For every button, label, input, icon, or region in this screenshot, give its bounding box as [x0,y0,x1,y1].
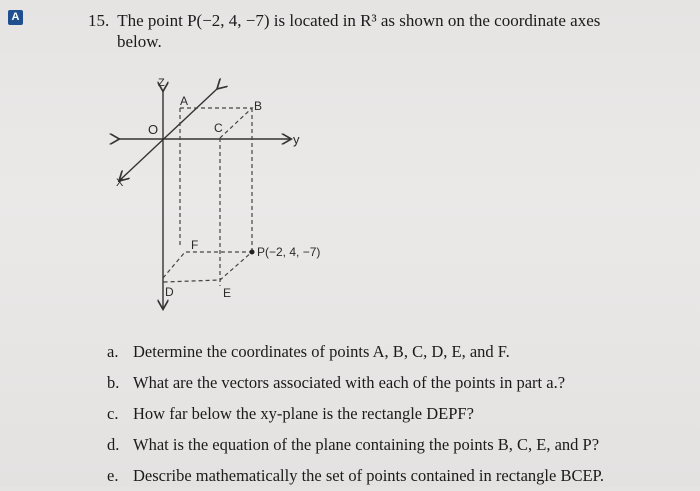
problem-badge: A [8,10,23,25]
question-item [107,429,604,460]
point-p-label: P(−2, 4, −7) [257,245,321,259]
question-letter: e. [107,466,119,485]
point-a-label: A [180,94,189,108]
origin-label: O [148,122,159,137]
question-item [107,460,604,491]
question-text: Determine the coordinates of points A, B, C, D, E, and F. [133,342,510,361]
question-text: Describe mathematically the set of points contained in rectangle BCEP. [133,466,605,485]
point-e-label: E [223,286,232,300]
y-axis-label: y [293,132,300,147]
problem-statement [88,10,678,52]
question-letter: c. [107,404,119,423]
point-f-label: F [191,238,199,252]
x-axis [120,88,218,180]
coordinate-diagram [100,68,360,318]
point-c-label: C [214,121,223,135]
point-d-label: D [165,285,174,299]
question-letter: a. [107,342,119,361]
problem-text-line1: The point P(−2, 4, −7) is located in R³ as shown on the coordinate axes [117,11,601,30]
point-p [250,250,255,255]
x-axis-label: X [116,177,124,189]
question-text: What are the vectors associated with each of the points in part a.? [133,373,566,392]
point-b-label: B [254,99,263,113]
question-item [107,367,604,398]
question-text: How far below the xy-plane is the rectangle DEPF? [133,404,474,423]
question-item [107,336,604,367]
question-letter: d. [107,435,120,454]
z-axis-label: Z [158,77,165,89]
question-text: What is the equation of the plane containing the points B, C, E, and P? [133,435,600,454]
problem-number: 15. [88,11,110,30]
question-list [107,336,604,491]
box-bottom-dashed [163,252,252,282]
question-letter: b. [107,373,120,392]
problem-text-line2: below. [117,32,162,51]
question-item [107,398,604,429]
